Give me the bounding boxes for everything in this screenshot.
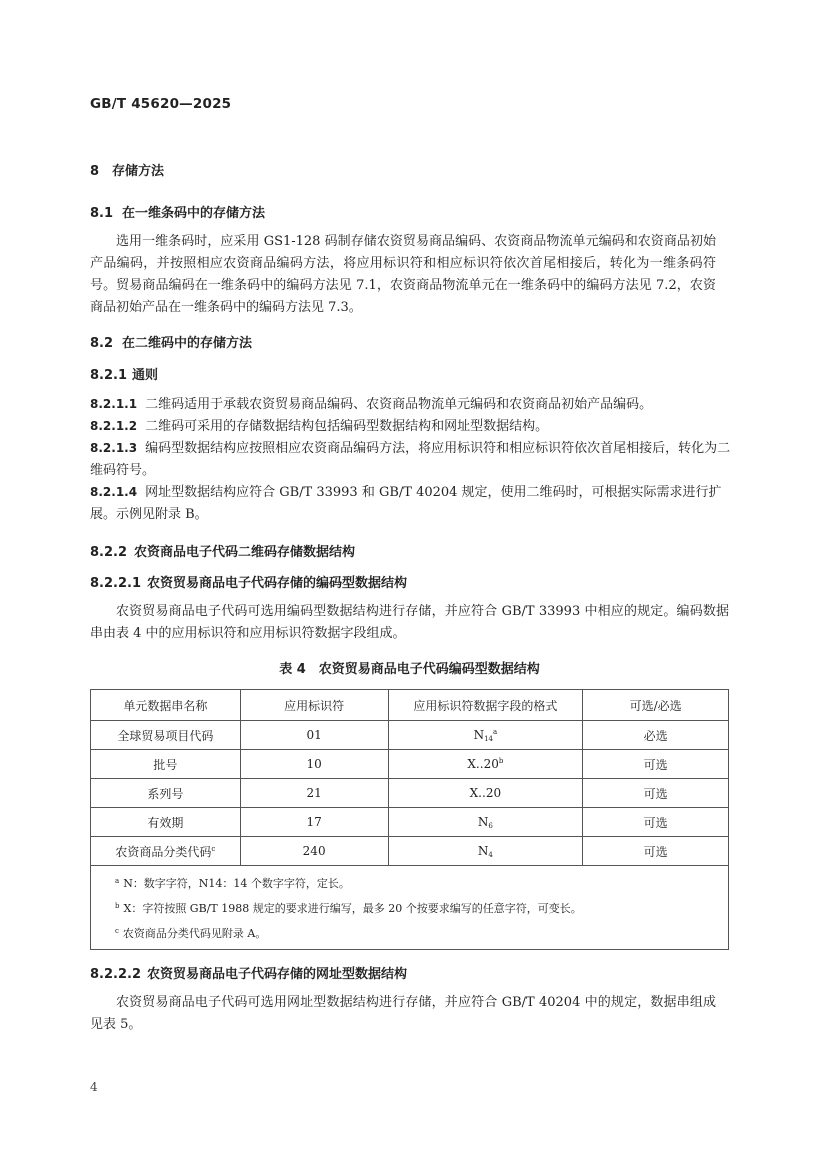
section-8-2-1-heading (90, 364, 158, 383)
header-cell-name: 单元数据串名称 (91, 690, 241, 721)
clause-8-2-1-3 (90, 437, 734, 482)
section-8-1-paragraph: 选用一维条码时，应采用 GS1-128 码制存储农资贸易商品编码、农资商品物流单元编码和农资商品初始产品编码，并按照相应农资商品编码方法，将应用标识符和相应标识符依次首尾相接后，转化为一维条码符号。贸易商品编码在一维条码中的编码方法见 7.1，农资商品物流单元在一维条码中的编码方法见 7.2，农资商品初始产品在一维条码中的编码方法见 7.3。 (90, 234, 716, 315)
section-8-2-2-heading (90, 541, 355, 560)
table-header-row (91, 690, 729, 721)
cell-ai: 10 (240, 750, 388, 779)
section-number: 8.2.1 (90, 368, 128, 383)
section-8-1-heading (90, 202, 265, 221)
clause-text: 二维码可采用的存储数据结构包括编码型数据结构和网址型数据结构。 (145, 419, 549, 434)
table-row (91, 837, 729, 866)
section-title: 存储方法 (112, 164, 165, 179)
section-8-2-2-1-paragraph: 农资贸易商品电子代码可选用编码型数据结构进行存储，并应符合 GB/T 33993 中相应的规定。编码数据串由表 4 中的应用标识符和应用标识符数据字段组成。 (90, 604, 729, 641)
table-note: $^a$ N：数字字符，N14：14 个数字字符，定长。 (115, 877, 350, 890)
cell-format: X..20 (388, 779, 583, 808)
table-4 (90, 689, 729, 950)
cell-ai: 17 (240, 808, 388, 837)
section-title: 农资商品电子代码二维码存储数据结构 (134, 545, 356, 560)
cell-ai: 240 (240, 837, 388, 866)
table-row (91, 721, 729, 750)
cell-name: 系列号 (91, 779, 241, 808)
clause-number: 8.2.1.1 (90, 397, 138, 411)
cell-ai: 21 (240, 779, 388, 808)
section-title: 农资贸易商品电子代码存储的编码型数据结构 (147, 576, 408, 591)
clause-number: 8.2.1.3 (90, 441, 138, 455)
section-number: 8.2.2.2 (90, 967, 141, 982)
table-note: $^b$ X：字符按照 GB/T 1988 规定的要求进行编写，最多 20 个按要求编写的任意字符，可变长。 (115, 902, 582, 915)
clause-text: 二维码适用于承载农资贸易商品编码、农资商品物流单元编码和农资商品初始产品编码。 (145, 397, 653, 412)
table-note: $^c$ 农资商品分类代码见附录 A。 (115, 927, 267, 940)
cell-required: 可选 (583, 750, 729, 779)
section-number: 8 (90, 164, 100, 179)
clause-number: 8.2.1.4 (90, 485, 138, 499)
standard-number: GB/T 45620—2025 (90, 96, 232, 112)
cell-required: 可选 (583, 808, 729, 837)
clause-text: 网址型数据结构应符合 GB/T 33993 和 GB/T 40204 规定，使用二维码时，可根据实际需求进行扩展。示例见附录 B。 (90, 485, 722, 522)
clause-8-2-1-1 (90, 393, 734, 416)
cell-name: 批号 (91, 750, 241, 779)
clause-text: 编码型数据结构应按照相应农资商品编码方法，将应用标识符和相应标识符依次首尾相接后，转化为二维码符号。 (90, 441, 731, 478)
section-number: 8.1 (90, 206, 114, 221)
header-cell-required: 可选/必选 (583, 690, 729, 721)
section-8-2-2-2-paragraph: 农资贸易商品电子代码可选用网址型数据结构进行存储，并应符合 GB/T 40204 中的规定，数据串组成见表 5。 (90, 995, 716, 1032)
cell-required: 可选 (583, 779, 729, 808)
section-8-2-heading (90, 332, 252, 351)
table-notes-row (91, 866, 729, 950)
section-title: 在二维码中的存储方法 (122, 336, 253, 351)
section-8-heading (90, 160, 164, 179)
cell-format: X..20$^b$ (388, 750, 583, 779)
cell-required: 可选 (583, 837, 729, 866)
cell-name: 全球贸易项目代码 (91, 721, 241, 750)
section-title: 农资贸易商品电子代码存储的网址型数据结构 (147, 967, 408, 982)
cell-format: $N_{14}^a$ (388, 721, 583, 750)
cell-format: $N_4$ (388, 837, 583, 866)
section-number: 8.2 (90, 336, 114, 351)
clause-8-2-1-2 (90, 415, 734, 438)
table-row (91, 750, 729, 779)
cell-required: 必选 (583, 721, 729, 750)
table-row (91, 779, 729, 808)
cell-name: 有效期 (91, 808, 241, 837)
section-number: 8.2.2.1 (90, 576, 141, 591)
cell-format: $N_6$ (388, 808, 583, 837)
clause-8-2-1-4 (90, 481, 734, 526)
header-cell-ai: 应用标识符 (240, 690, 388, 721)
section-title: 在一维条码中的存储方法 (122, 206, 266, 221)
section-number: 8.2.2 (90, 545, 128, 560)
table-row (91, 808, 729, 837)
header-cell-format: 应用标识符数据字段的格式 (388, 690, 583, 721)
cell-ai: 01 (240, 721, 388, 750)
cell-name: 农资商品分类代码$^c$ (91, 837, 241, 866)
table-4-caption: 表 4 农资贸易商品电子代码编码型数据结构 (279, 662, 540, 677)
page-number: 4 (90, 1080, 98, 1094)
table-notes (91, 866, 729, 950)
section-title: 通则 (132, 368, 159, 383)
section-8-2-2-2-heading (90, 963, 407, 982)
clause-number: 8.2.1.2 (90, 419, 138, 433)
section-8-2-2-1-heading (90, 572, 407, 591)
